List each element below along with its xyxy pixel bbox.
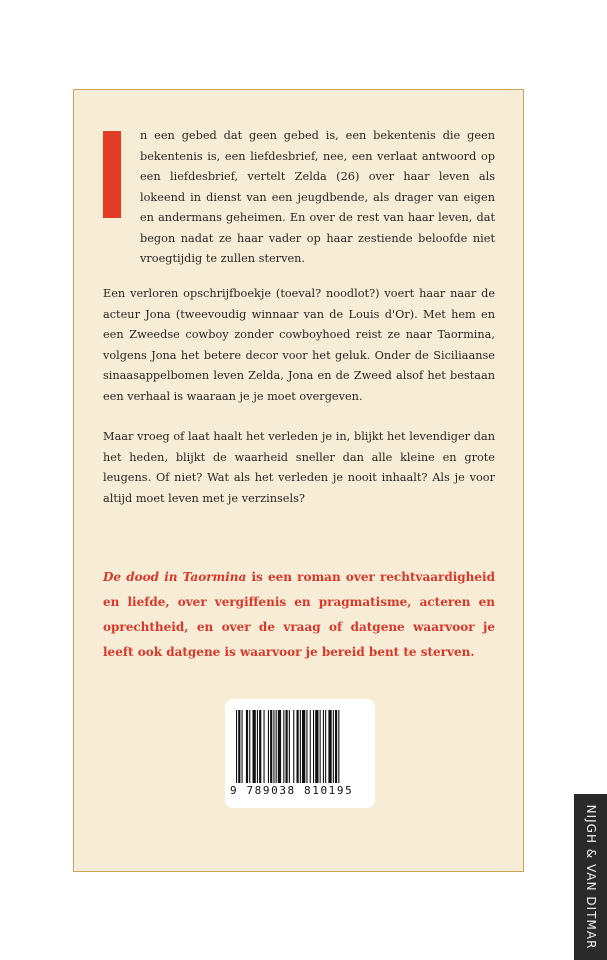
barcode-bar	[300, 710, 301, 783]
barcode-bar	[306, 710, 307, 783]
barcode-bar	[313, 710, 314, 783]
barcode-number: 9 789038 810195	[230, 784, 354, 797]
barcode-bar	[286, 710, 288, 783]
barcode-bar	[268, 710, 269, 783]
barcode-bar	[238, 710, 240, 783]
barcode-bar	[333, 710, 334, 783]
blurb-paragraph-3: Maar vroeg of laat haalt het verleden je in, blijkt het levendiger dan het heden, blijkt de waarheid sneller dan alle kleine en grote leugens. Of niet? Wat als het verleden je nooit inhaalt? Als je voor altijd moet leven met je verzinsels?	[103, 430, 495, 505]
barcode-bar	[278, 710, 281, 783]
barcode-bar	[297, 710, 299, 783]
barcode	[236, 710, 362, 783]
barcode-bar	[328, 710, 331, 783]
tagline-text: is een roman over rechtvaardigheid en liefde, over vergiffenis en pragmatisme, acteren en oprechtheid, en over de vraag of datgene waarvoor je leeft ook datgene is waarvoor je bereid bent te sterven.	[103, 570, 495, 659]
barcode-bar	[270, 710, 272, 783]
barcode-bar	[289, 710, 290, 783]
barcode-bar	[236, 710, 237, 783]
barcode-bar	[320, 710, 321, 783]
barcode-bar	[242, 710, 243, 783]
barcode-bar	[293, 710, 294, 783]
blurb-paragraph-1: n een gebed dat geen gebed is, een bekentenis die geen bekentenis is, een liefdesbrief, nee, een verlaat antwoord op een liefdesbrief, vertelt Zelda (26) over haar leven als lokeend in dienst van een jeugdbende, als drager van eigen en andermans geheimen. En over de rest van haar leven, dat begon nadat ze haar vader op haar zestiende beloofde niet vroegtijdig te zullen sterven.	[140, 129, 495, 265]
barcode-bar	[325, 710, 326, 783]
barcode-bar	[335, 710, 337, 783]
barcode-bar	[302, 710, 305, 783]
barcode-bar	[283, 710, 284, 783]
barcode-bar	[264, 710, 265, 783]
book-title: De dood in Taormina	[103, 570, 247, 584]
tagline	[103, 565, 495, 665]
barcode-bar	[249, 710, 250, 783]
barcode-bar	[315, 710, 318, 783]
barcode-bar	[253, 710, 256, 783]
barcode-bar	[273, 710, 274, 783]
barcode-bar	[338, 710, 339, 783]
barcode-bar	[257, 710, 258, 783]
publisher-name: NIJGH & VAN DITMAR	[584, 804, 598, 950]
barcode-bar	[259, 710, 261, 783]
drop-initial-i	[103, 131, 121, 218]
barcode-bar	[323, 710, 324, 783]
blurb-paragraph-2: Een verloren opschrijfboekje (toeval? noodlot?) voert haar naar de acteur Jona (tweevoudig winnaar van de Louis d'Or). Met hem en een Zweedse cowboy zonder cowboyhoed reist ze naar Taormina, volgens Jona het betere decor voor het geluk. Onder de Siciliaanse sinaasappelbomen leven Zelda, Jona en de Zweed alsof het bestaan een verhaal is waaraan je je moet overgeven.	[103, 287, 495, 403]
barcode-bar	[276, 710, 277, 783]
barcode-bar	[246, 710, 248, 783]
barcode-bar	[310, 710, 311, 783]
